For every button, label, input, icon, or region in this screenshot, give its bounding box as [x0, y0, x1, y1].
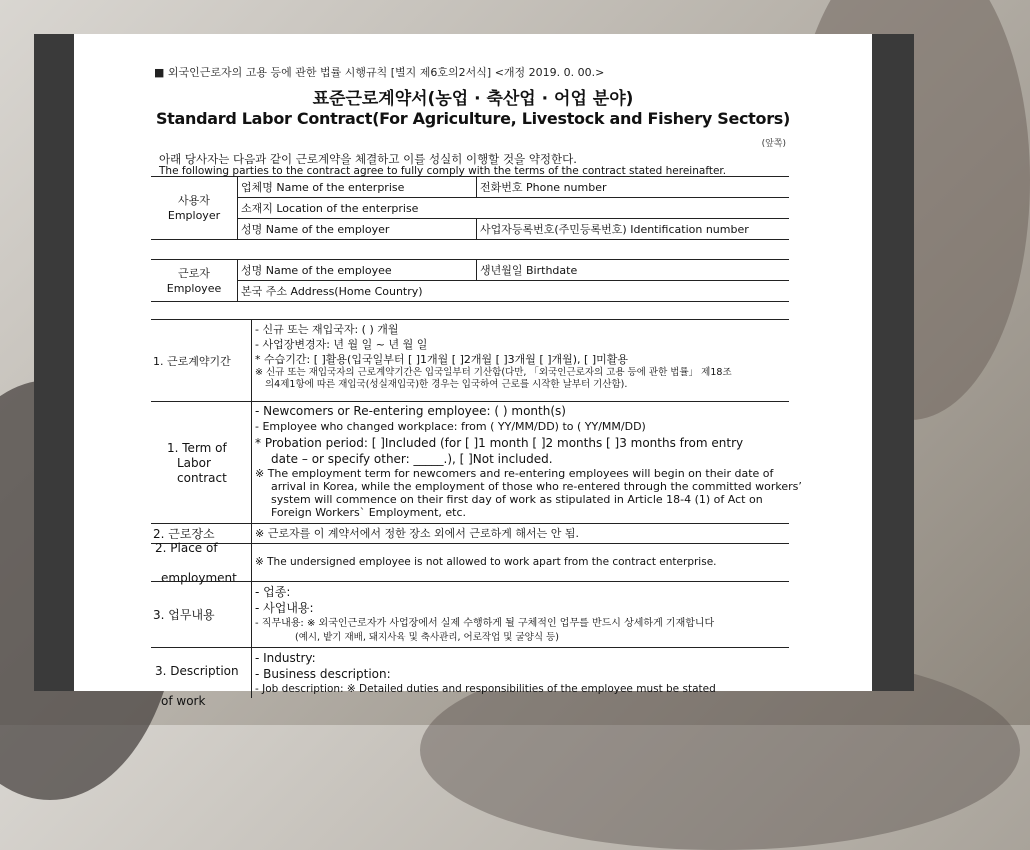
- location-field[interactable]: 소재지 Location of the enterprise: [238, 198, 790, 219]
- work-label-ko: 3. 업무내용: [153, 607, 215, 622]
- term-line: - Newcomers or Re-entering employee: ( ) month(s): [255, 404, 566, 418]
- work-body-en: [255, 650, 789, 697]
- section-label: [151, 648, 252, 708]
- identification-field[interactable]: 사업자등록번호(주민등록번호) Identification number: [477, 219, 790, 240]
- term-note: ※ The employment term for newcomers and re-entering employees will begin on their date of: [255, 467, 774, 480]
- employee-label-en: Employee: [166, 281, 222, 295]
- label-line: 3. Description: [155, 664, 239, 678]
- term-note: 의4제1항에 따른 재입국(성실재입국)한 경우는 입국하여 근로를 시작한 날부터 기산함).: [265, 379, 628, 390]
- work-line: - 업종:: [255, 585, 291, 599]
- work-line: - Job description: ※ Detailed duties and responsibilities of the employee must be stated: [255, 683, 716, 695]
- term-note: ※ 신규 또는 재입국자의 근로계약기간은 입국일부터 기산함(다만, 「외국인근로자의 고용 등에 관한 법률」 제18조: [255, 367, 732, 378]
- section-term-en: [151, 401, 802, 524]
- intro-english: The following parties to the contract agree to fully comply with the terms of the contract stated hereinafter.: [159, 165, 727, 177]
- title-english: Standard Labor Contract(For Agriculture, Livestock and Fishery Sectors): [155, 109, 791, 128]
- work-body-ko: [255, 584, 789, 644]
- term-label-ko: 1. 근로계약기간: [153, 354, 231, 368]
- section-work-ko: [151, 581, 789, 648]
- term-line: date – or specify other: _____.), [ ]Not included.: [271, 452, 553, 466]
- employee-label-ko: 근로자: [178, 266, 210, 280]
- term-note: Foreign Workers` Employment, etc.: [271, 506, 467, 519]
- section-work-en: [151, 647, 789, 708]
- label-line: contract: [177, 470, 227, 485]
- section-term-ko: [151, 319, 789, 402]
- work-line: - 사업내용:: [255, 601, 314, 615]
- section-place-en: [151, 540, 789, 585]
- section-label: [151, 582, 252, 648]
- place-body-en: [255, 555, 789, 570]
- employer-name-field[interactable]: 성명 Name of the employer: [238, 219, 477, 240]
- employer-label: [151, 177, 238, 240]
- employer-label-ko: 사용자: [178, 194, 210, 207]
- term-body-en: [255, 403, 802, 519]
- work-line: - Business description:: [255, 667, 391, 681]
- term-line: * Probation period: [ ]Included (for [ ]1 month [ ]2 months [ ]3 months from entry: [255, 436, 744, 450]
- place-note: ※ 근로자를 이 계약서에서 정한 장소 외에서 근로하게 해서는 안 됨.: [255, 527, 579, 540]
- place-label-ko: 2. 근로장소: [153, 526, 215, 541]
- place-body-ko: [255, 526, 789, 541]
- section-label: [151, 320, 252, 402]
- term-body-ko: [255, 322, 789, 391]
- employee-label: [151, 260, 238, 302]
- section-place-ko: [151, 523, 789, 544]
- term-line: * 수습기간: [ ]활용(입국일부터 [ ]1개월 [ ]2개월 [ ]3개월 [ ]개월), [ ]미활용: [255, 353, 629, 366]
- employee-name-field[interactable]: 성명 Name of the employee: [238, 260, 477, 281]
- term-note: system will commence on their first day of work as stipulated in Article 18-4 (1) of Act on: [271, 493, 763, 506]
- term-line: - Employee who changed workplace: from ( YY/MM/DD) to ( YY/MM/DD): [255, 420, 646, 433]
- place-label-en: [151, 541, 237, 586]
- section-label: [151, 402, 252, 524]
- label-line: employment: [161, 570, 237, 585]
- employer-table: [151, 176, 789, 240]
- term-label-en: [151, 441, 227, 486]
- work-line: - 직무내용: ※ 외국인근로자가 사업장에서 실제 수행하게 될 구체적인 업무를 반드시 상세하게 기재합니다: [255, 618, 715, 629]
- term-line: - 신규 또는 재입국자: ( ) 개월: [255, 323, 399, 336]
- front-side-mark: (앞쪽): [761, 139, 786, 149]
- work-example: (예시, 밭기 재배, 돼지사육 및 축사관리, 어로작업 및 굴양식 등): [295, 632, 559, 643]
- contract-document: [74, 34, 872, 708]
- term-note: arrival in Korea, while the employment of those who re-entered through the committed workers’: [271, 480, 802, 493]
- title-korean: 표준근로계약서(농업 · 축산업 · 어업 분야): [312, 89, 634, 109]
- label-line: of work: [161, 694, 206, 708]
- term-line: - 사업장변경자: 년 월 일 ~ 년 월 일: [255, 338, 428, 351]
- birthdate-field[interactable]: 생년월일 Birthdate: [477, 260, 790, 281]
- intro-korean: 아래 당사자는 다음과 같이 근로계약을 체결하고 이를 성실히 이행할 것을 약정한다.: [159, 152, 577, 166]
- place-note: ※ The undersigned employee is not allowed to work apart from the contract enterprise.: [255, 556, 717, 568]
- enterprise-name-field[interactable]: 업체명 Name of the enterprise: [238, 177, 477, 198]
- label-line: Labor: [177, 455, 211, 470]
- employee-table: [151, 259, 789, 302]
- work-line: - Industry:: [255, 651, 316, 665]
- work-label-en: [151, 664, 239, 709]
- label-line: 1. Term of: [167, 440, 227, 455]
- header-note: ■ 외국인근로자의 고용 등에 관한 법률 시행규칙 [별지 제6호의2서식] <개정 2019. 0. 00.>: [154, 66, 605, 79]
- section-label: [151, 540, 252, 585]
- label-line: 2. Place of: [155, 540, 218, 555]
- address-field[interactable]: 본국 주소 Address(Home Country): [238, 281, 790, 302]
- phone-field[interactable]: 전화번호 Phone number: [477, 177, 790, 198]
- employer-label-en: Employer: [167, 209, 221, 222]
